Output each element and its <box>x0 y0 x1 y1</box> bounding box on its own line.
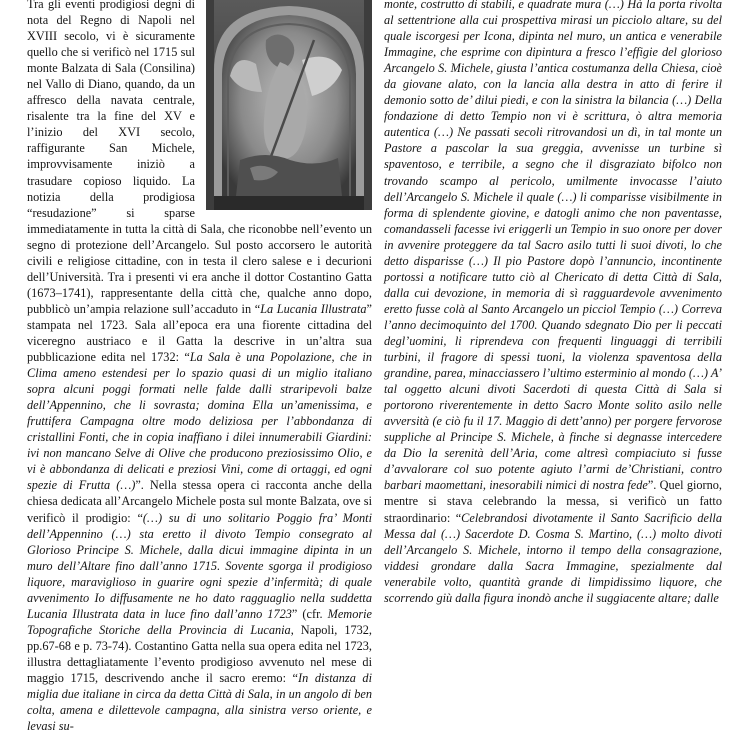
left-column <box>27 0 372 734</box>
quote-sala-description: La Sala è una Popolazione, che in Clima ameno estendesi per lo spazio quasi di un miglio italiano sopra alcuni poggi formati nelle falde dalli straripevoli balze dell’Appennino, che li sovrasta; domina Ella un’amenissima, e fruttifera Campagna oltre modo deliziosa per l’abbondanza di cristallini Fonti, che in copia inaffiano i dilei innumerabili Giardini: ivi non mancano Selve di Olive che producono preziosissimo Olio, e vi è abbondanza di delicati e preziosi Vini, come di ortaggi, ed ogni spezie di Frutta (…) <box>27 350 372 493</box>
paragraph-text: ”. Quel giorno, mentre si stava celebrando la messa, si verificò un fatto straordinario: “ <box>384 478 722 525</box>
photo-wrap-spacer <box>205 0 372 206</box>
paragraph-text: , Napoli, 1732, pp.67-68 e p. 73-74). Costantino Gatta nella sua opera edita nel 1723, illustra dettagliatamente l’evento prodigioso avvenuto nel mese di maggio 1715, descrivendo anche il sacro eremo: “ <box>27 622 373 685</box>
citation-title: Memorie Topografiche Storiche della Provincia di Lucania <box>27 606 372 637</box>
intro-text: Tra gli eventi prodigiosi degni di nota del Regno di Napoli nel XVIII secolo, vi è sicuramente quello che si verificò nel 1715 sul monte Balzata di Sala (Consilina) nel Vallo di Diano, quando, da un affresco della navata centrale, risalente tra la fine del XV e l’inizio del XVI secolo, raffigurante San Michele, improvvisamente iniziò a trasudare copioso liquido. La notizia della prodigiosa “resudazione” si sparse immediatamente in tutta la città di Sala, che riconobbe nell’evento un segno di protezione dell’Arcangelo. Sul posto accorsero le autorità civili e religiose cittadine, con in testa il clero salese e i decurioni dell’Università. Tra i presenti vi era anche il dottor Costantino Gatta (1673–1741), rappresentante della città che, qualche anno dopo, pubblicò un’ampia relazione sull’accaduto in “ <box>27 0 372 316</box>
quote-temple-description: (…) su di uno solitario Poggio fra’ Monti dell’Appennino (…) sta eretto il divoto Tempio consegrato al Glorioso Principe S. Michele, dalla dicui immagine dipinta in un muro dell’Altare fino dall’anno 1715. Sovente sgorga il prodigioso liquore, maraviglioso in guarire ogni spezie d’infermità; di quale avvenimento Io diffusamente ne ho dato ragguaglio nella suddetta Lucania Illustrata data in luce fino dall’anno 1723 <box>27 510 373 621</box>
article-paragraph-left <box>27 0 372 734</box>
right-column <box>384 0 722 606</box>
book-title: La Lucania Illustrata <box>260 301 367 316</box>
quote-hermitage: In distanza di miglia due italiane in circa da detta Città di Sala, in un angolo di ben colta, amena e dilettevole campagna, alla sinistra verso oriente, e levasi su- <box>27 670 372 734</box>
paragraph-text: ” (cfr. <box>291 606 328 621</box>
article-paragraph-right <box>384 0 722 606</box>
quote-continuation: monte, costrutto di stabili, e quadrate mura (…) Hà la porta rivolta al settentrione alla cui prospettiva mirasi un picciolo altare, su del quale iscorgesi per Icona, dipinta nel muro, un antica e venerabile Immagine, che esprime con dipintura a fresco l’effigie del glorioso Arcangelo S. Michele, giusta l’antica costumanza della Chiesa, cioè da giovane alato, con la lancia alla destra in atto di ferire il demonio sotto de’ dilui piedi, e con la sinistra la bilancia (…) Della fondazione di detto Tempio non vi è scrittura, ò altra memoria autentica (…) Ne passati secoli ritrovandosi un dì, in tal monte un Pastore a pascolar la sua greggia, avvenisse un turbine sì spaventoso, e terribile, a segno che il disgraziato bifolco non trovando scampo al pericolo, umilmente invocasse l’aiuto dell’Arcangelo S. Michele il quale (…) li comparisse visibilmente in forma di splendente giovine, e datogli animo che non paventasse, comandasseli facesse ivi eriggerli un Tempio in suo onore per dover in avvenire proteggere da tal Sacro asilo tutti li suoi divoti, lo che detto disparisse (…) Il pio Pastore dopò l’annuncio, incontinente portossi a notificare tutto ciò al Chericato di detta Città di Sala, dalla cui devozione, in memoria di sì ragguardevole avvenimento eretto fusse colà al Santo Arcangelo un picciol Tempio (…) Correva l’anno decimoquinto del 1700. Quando sdegnato Dio per li peccati degl’uomini, li riprendeva con frequenti linguaggi di terribili turbini, il fragore di spessi tuoni, la violenza spaventosa della grandine, parea, minacciassero l’ultimo esterminio al mondo (…) A’ tal oggetto alcuni divoti Sacerdoti di questa Città di Sala si portorono riverentemente in detto Sacro Monte solito asilo nelle avversità (e ciò fu il 17. Maggio di dett’anno) per porgere fervorose suppliche al Principe S. Michele, à finche si degnasse intercedere da Dio la serenità dell’Aria, come altresì compiaciuto si fusse d’avvalorare col suo potente agiuto l’armi de’Christiani, contro barbari maomettani, inesorabili nimici di nostra fede <box>384 0 722 493</box>
quote-miracle: Celebrandosi divotamente il Santo Sacrificio della Messa dal (…) Sacerdote D. Cosma S. Martino, (…) molto divoti dell’Arcangelo S. Michele, intorno il tempo della consagrazione, viddesi grondare dalla Sacra Immagine, spezialmente dal venerabile volto, quantità grande di limpidissimo liquore, che scorrendo giù dalla figura inondò anche il suggiacente altare; dalle <box>384 510 722 605</box>
paragraph-text: ” stampata nel 1723. Sala all’epoca era una fiorente cittadina del viceregno austriaco e il Gatta la descrive in un’altra sua pubblicazione edita nel 1732: “ <box>27 301 372 365</box>
paragraph-text: ”. Nella stessa opera ci racconta anche della chiesa dedicata all’Arcangelo Michele posta sul monte Balzata, ove si verificò il prodigio: “ <box>27 478 372 525</box>
